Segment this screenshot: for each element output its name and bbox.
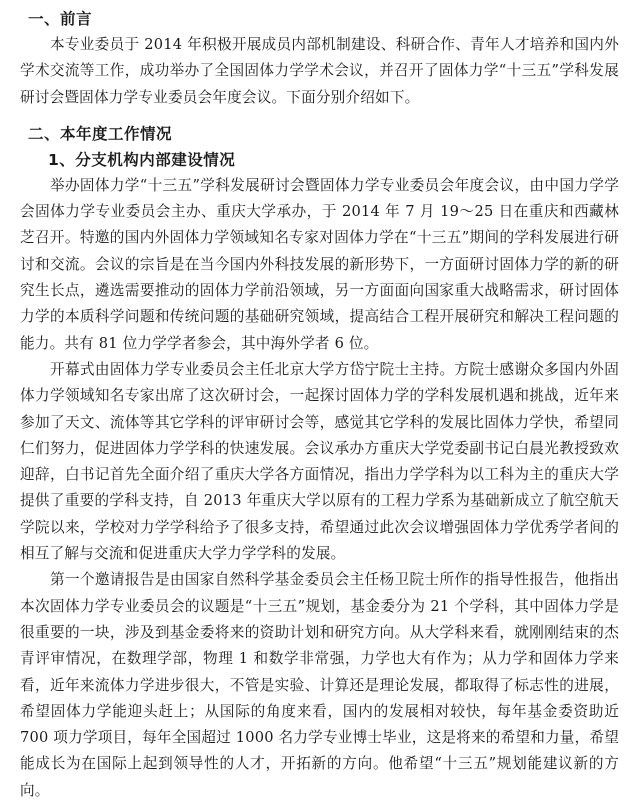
- spacer: [20, 111, 619, 121]
- body-paragraph: 第一个邀请报告是由国家自然科学基金委员会主任杨卫院士所作的指导性报告，他指出本次固体力学专业委员会的议题是“十三五”规划，基金委分为 21 个学科，其中固体力学是很重要的一块，涉及到基金委将来的资助计划和研究方向。从大学科来看，就刚刚结束的杰青评审情况，在数理学部，物理 1 和数学非常强，力学也大有作为；从力学和固体力学来看，近年来流体力学进步很大，不管是实验、计算还是理论发展，都取得了标志性的进展，希望固体力学能迎头赶上；从国际的角度来看，国内的发展相对较快，每年基金委资助近 700 项力学项目，每年全国超过 1000 名力学专业博士毕业，这是将来的希望和力量，希望能成长为在国际上起到领导性的人才，开拓新的方向。他希望“十三五”规划能建议新的方向。: [20, 571, 619, 799]
- section-heading-annual-work: 二、本年度工作情况: [28, 124, 173, 143]
- preface-paragraph: 本专业委员于 2014 年积极开展成员内部机制建设、科研合作、青年人才培养和国内外学术交流等工作，成功举办了全国固体力学学术会议，并召开了固体力学“十三五”学科发展研讨会暨固体力学专业委员会年度会议。下面分别介绍如下。: [20, 36, 619, 106]
- body-paragraph: 举办固体力学“十三五”学科发展研讨会暨固体力学专业委员会年度会议，由中国力学学会固体力学专业委员会主办、重庆大学承办，于 2014 年 7 月 19～25 日在重庆和西藏林芝召开。特邀的国内外固体力学领域知名专家对固体力学在“十三五”期间的学科发展进行研讨和交流。会议的宗旨是在当今国内外科技发展的新形势下，一方面研讨固体力学的新的研究生长点，遴选需要推动的固体力学前沿领域，另一方面面向国家重大战略需求，研讨固体力学的本质科学问题和传统问题的基础研究领域，提高结合工程开展研究和解决工程问题的能力。共有 81 位力学学者参会，其中海外学者 6 位。: [20, 176, 619, 352]
- section-heading-preface: 一、前言: [28, 10, 93, 28]
- subsection-heading-internal-construction: 1、分支机构内部建设情况: [48, 150, 236, 169]
- body-paragraph: 开幕式由固体力学专业委员会主任北京大学方岱宁院士主持。方院士感谢众多国内外固体力学领域知名专家出席了这次研讨会，一起探讨固体力学的学科发展机遇和挑战，近年来参加了天文、流体等其它学科的评审研讨会等，感觉其它学科的发展比固体力学快，希望同仁们努力，促进固体力学学科的快速发展。会议承办方重庆大学党委副书记白晨光教授致欢迎辞，白书记首先全面介绍了重庆大学各方面情况，指出力学学科为以工科为主的重庆大学提供了重要的学科支持，自 2013 年重庆大学以原有的工程力学系为基础新成立了航空航天学院以来，学校对力学学科给予了很多支持，希望通过此次会议增强固体力学优秀学者间的相互了解与交流和促进重庆大学力学学科的发展。: [20, 360, 619, 563]
